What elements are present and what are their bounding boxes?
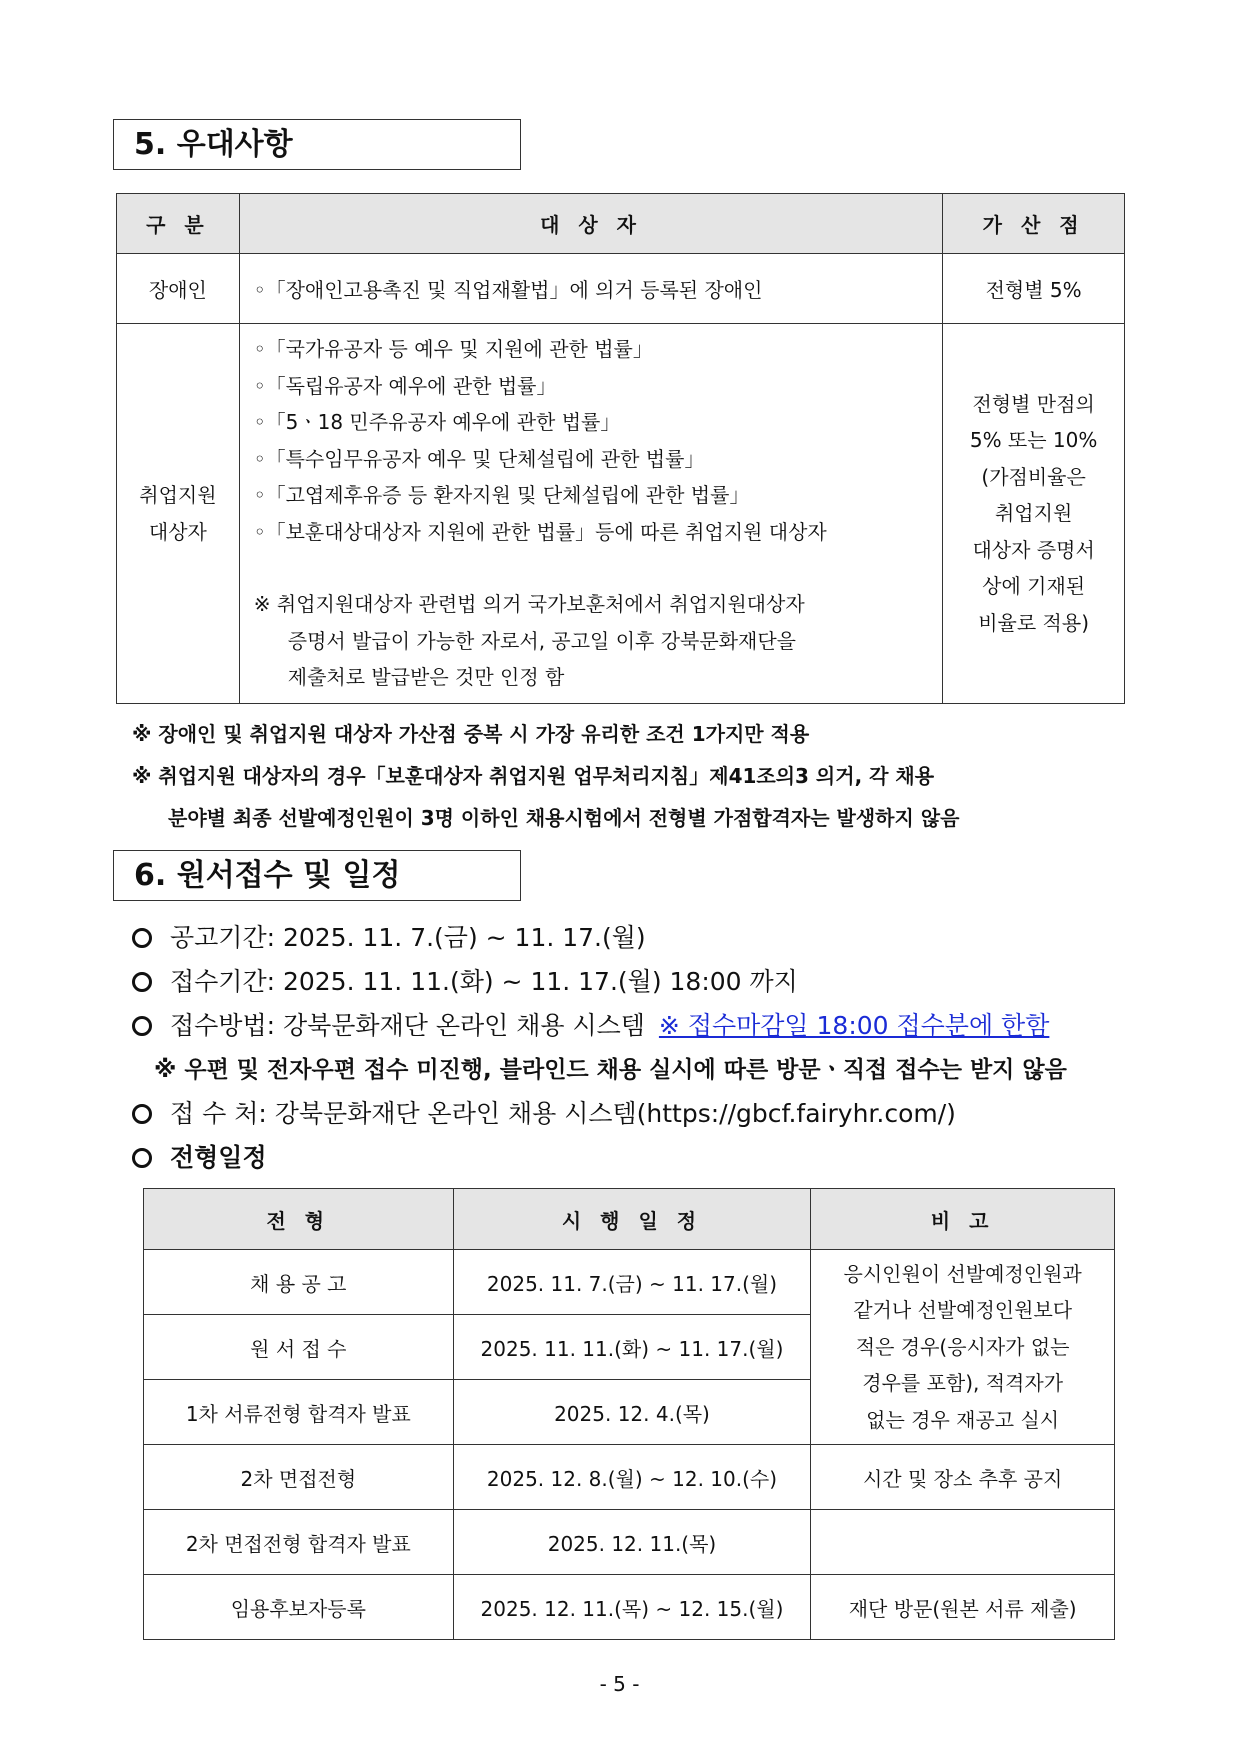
points-line: 전형별 만점의 <box>972 391 1095 416</box>
date-cell: 2025. 12. 4.(목) <box>453 1380 811 1445</box>
stage-cell: 임용후보자등록 <box>144 1575 454 1640</box>
remark-line: 경우를 포함), 적격자가 <box>862 1371 1064 1396</box>
points-line: (가점비율은 <box>981 464 1086 489</box>
page-number: - 5 - <box>599 1672 640 1696</box>
category-line: 취업지원 <box>139 483 217 507</box>
table-row <box>144 1445 1115 1510</box>
bullet-text: 접수방법: 강북문화재단 온라인 채용 시스템 <box>170 1011 645 1040</box>
header-target: 대 상 자 <box>239 194 942 254</box>
remark-line: 적은 경우(응시자가 없는 <box>855 1334 1070 1359</box>
table-row <box>144 1575 1115 1640</box>
header-remark: 비 고 <box>811 1189 1115 1250</box>
note-item: 분야별 최종 선발예정인원이 3명 이하인 채용시험에서 전형별 가점합격자는 발생하지 않음 <box>168 806 960 830</box>
category-line: 대상자 <box>148 519 207 544</box>
bullet-text: 공고기간: 2025. 11. 7.(금) ~ 11. 17.(월) <box>170 923 646 952</box>
date-cell: 2025. 11. 7.(금) ~ 11. 17.(월) <box>453 1250 811 1315</box>
stage-cell: 원 서 접 수 <box>144 1315 454 1380</box>
points-line: 비율로 적용) <box>978 610 1089 635</box>
date-cell: 2025. 12. 8.(월) ~ 12. 10.(수) <box>453 1445 811 1510</box>
stage-cell: 채 용 공 고 <box>144 1250 454 1315</box>
target-cell <box>239 324 942 704</box>
remark-line: 없는 경우 재공고 실시 <box>866 1407 1060 1432</box>
header-stage: 전 형 <box>144 1189 454 1250</box>
law-item: ◦「독립유공자 예우에 관한 법률」 <box>253 373 557 398</box>
law-item: ◦「특수임무유공자 예우 및 단체설립에 관한 법률」 <box>253 446 705 471</box>
note-item: ※ 취업지원 대상자의 경우「보훈대상자 취업지원 업무처리지침」제41조의3 의거, 각 채용 <box>132 764 935 788</box>
points-line: 5% 또는 10% <box>969 428 1098 453</box>
note-line: ※ 취업지원대상자 관련법 의거 국가보훈처에서 취업지원대상자 <box>253 592 805 617</box>
points-cell <box>943 324 1125 704</box>
date-cell: 2025. 12. 11.(목) ~ 12. 15.(월) <box>453 1575 811 1640</box>
category-cell <box>117 324 240 704</box>
points-line: 상에 기재된 <box>982 574 1086 599</box>
category-cell: 장애인 <box>117 254 240 324</box>
table-row <box>117 324 1125 704</box>
bullet-text: 접수기간: 2025. 11. 11.(화) ~ 11. 17.(월) 18:00 까지 <box>170 967 798 996</box>
note-line: 제출처로 발급받은 것만 인정 함 <box>287 665 565 690</box>
law-item: ◦「보훈대상대상자 지원에 관한 법률」등에 따른 취업지원 대상자 <box>253 519 827 544</box>
stage-cell: 2차 면접전형 합격자 발표 <box>144 1510 454 1575</box>
stage-cell: 2차 면접전형 <box>144 1445 454 1510</box>
note-line: 증명서 발급이 가능한 자로서, 공고일 이후 강북문화재단을 <box>287 628 796 653</box>
section-5-title: 5. 우대사항 <box>113 119 521 170</box>
benefits-header-row <box>117 194 1125 254</box>
date-cell: 2025. 11. 11.(화) ~ 11. 17.(월) <box>453 1315 811 1380</box>
header-points: 가 산 점 <box>943 194 1125 254</box>
law-item: ◦「고엽제후유증 등 환자지원 및 단체설립에 관한 법률」 <box>253 483 750 508</box>
table-row <box>144 1510 1115 1575</box>
law-item: ◦「5ㆍ18 민주유공자 예우에 관한 법률」 <box>253 410 621 435</box>
deadline-notice-link[interactable]: ※ 접수마감일 18:00 접수분에 한함 <box>658 1011 1050 1040</box>
bullet-application-place <box>130 1092 1067 1136</box>
section-6-title: 6. 원서접수 및 일정 <box>113 850 521 901</box>
bullet-application-period <box>130 960 1067 1004</box>
remark-cell: 재단 방문(원본 서류 제출) <box>811 1575 1115 1640</box>
remark-cell-merged <box>811 1250 1115 1445</box>
method-note: ※ 우편 및 전자우편 접수 미진행, 블라인드 채용 실시에 따른 방문ㆍ직접 접수는 받지 않음 <box>154 1057 1067 1083</box>
application-bullets <box>130 916 1067 1180</box>
circle-bullet-icon <box>132 1148 152 1168</box>
bullet-notice-period <box>130 916 1067 960</box>
remark-cell <box>811 1510 1115 1575</box>
circle-bullet-icon <box>132 972 152 992</box>
table-row <box>117 254 1125 324</box>
schedule-header-row <box>144 1189 1115 1250</box>
points-line: 대상자 증명서 <box>972 537 1095 562</box>
circle-bullet-icon <box>132 928 152 948</box>
bullet-application-method <box>130 1004 1067 1048</box>
header-category: 구 분 <box>117 194 240 254</box>
points-line: 취업지원 <box>994 501 1073 526</box>
table-row <box>144 1250 1115 1315</box>
bullet-text: 접 수 처: 강북문화재단 온라인 채용 시스템(https://gbcf.fairyhr.com/) <box>170 1099 956 1128</box>
bullet-text: 전형일정 <box>170 1143 267 1172</box>
schedule-table <box>143 1188 1115 1640</box>
header-date: 시 행 일 정 <box>453 1189 811 1250</box>
bullet-schedule <box>130 1136 1067 1180</box>
points-cell: 전형별 5% <box>943 254 1125 324</box>
remark-line: 같거나 선발예정인원보다 <box>853 1298 1073 1323</box>
law-item: ◦「국가유공자 등 예우 및 지원에 관한 법률」 <box>253 337 653 362</box>
target-cell: ◦「장애인고용촉진 및 직업재활법」에 의거 등록된 장애인 <box>239 254 942 324</box>
note-item: ※ 장애인 및 취업지원 대상자 가산점 중복 시 가장 유리한 조건 1가지만 적용 <box>132 722 810 746</box>
circle-bullet-icon <box>132 1104 152 1124</box>
benefits-table <box>116 193 1125 704</box>
remark-line: 응시인원이 선발예정인원과 <box>843 1261 1082 1286</box>
circle-bullet-icon <box>132 1016 152 1036</box>
date-cell: 2025. 12. 11.(목) <box>453 1510 811 1575</box>
remark-cell: 시간 및 장소 추후 공지 <box>811 1445 1115 1510</box>
stage-cell: 1차 서류전형 합격자 발표 <box>144 1380 454 1445</box>
benefit-notes <box>132 713 959 839</box>
